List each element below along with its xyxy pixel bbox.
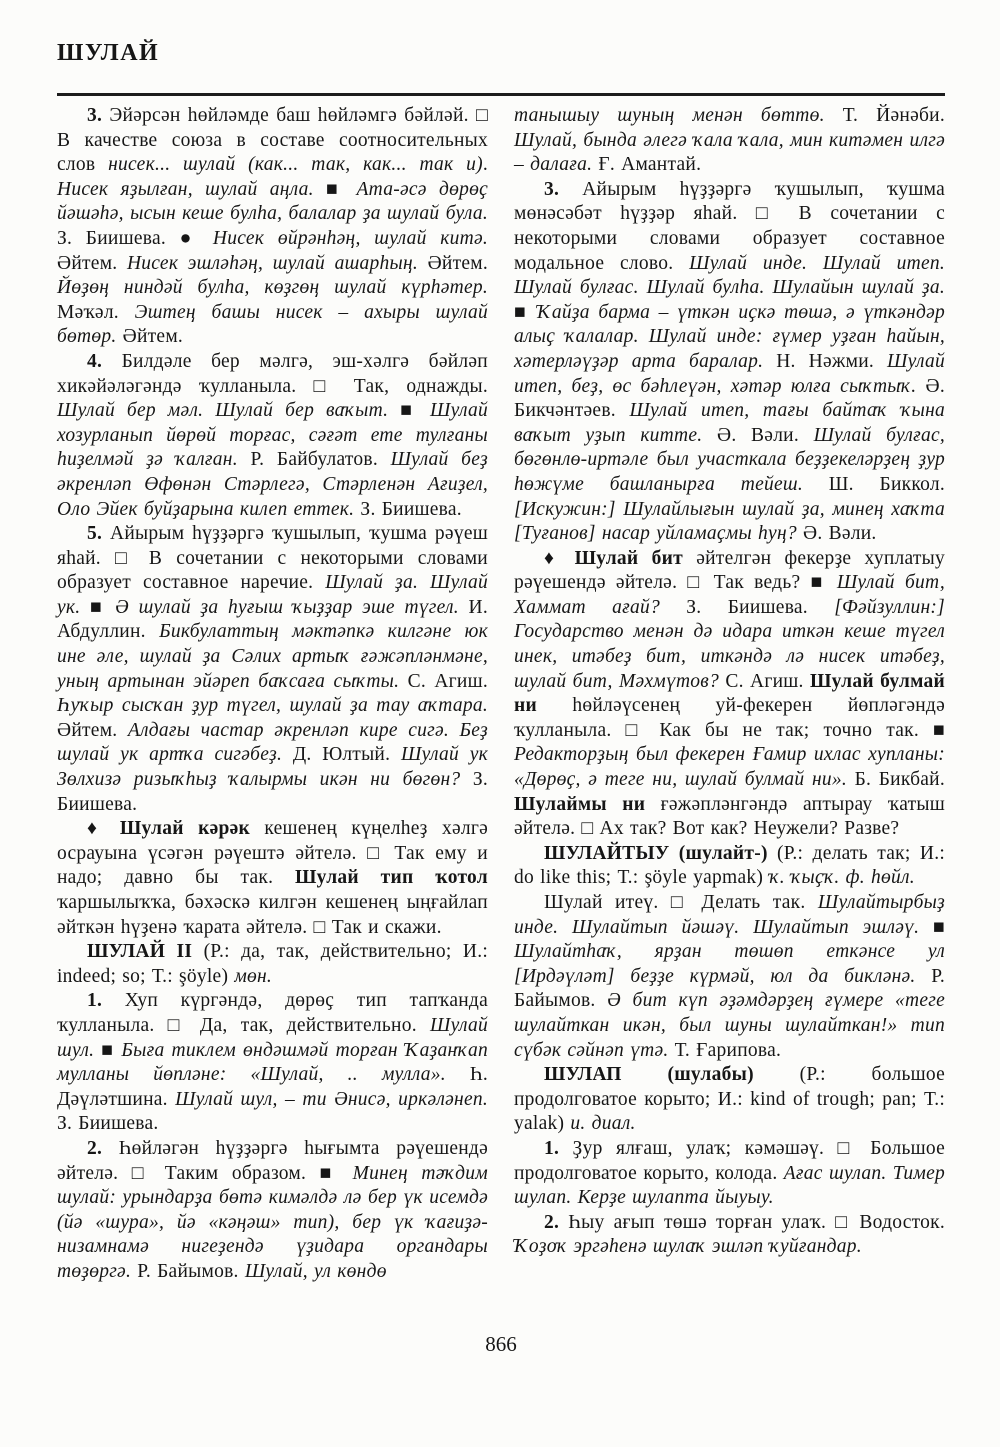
dictionary-paragraph: танышыу шуның менән бөттө. Т. Йәнәби. Шулай, бында әлегә ҡала ҡала, мин китәмен илгә – далаға. Ғ. Амантай.: [514, 105, 945, 176]
dictionary-paragraph: 3. Эйәрсән һөйләмде баш һөйләмгә бәйләй. □ В качестве союза в составе соотносительных слов нисек... шулай (как... так, как... так и). Нисек яҙылған, шулай аңла. ■ Ата-әсә дөрөҫ йәшәһә, ысын кеше булһа, балалар ҙа шулай була. З. Биишева. ● Нисек өйрәнһәң, шулай китә. Әйтем. Нисек эшләһәң, шулай ашарһың. Әйтем. Йөҙөң ниндәй булһа, көҙгөң шулай күрһәтер. Мәҡәл. Эштең башы нисек – ахыры шулай бөтөр. Әйтем.: [57, 105, 489, 348]
dictionary-paragraph: 2. Һөйләгән һүҙҙәргә һығымта рәүешендә әйтелә. □ Таким образом. ■ Минең тәҡдим шулай: урындарҙа бөтә кимәлдә лә бер үк исемдә (йә «шура», йә «кәңәш» тип), бер үк ҡағиҙә-низамнамә нигеҙендә үҙидара органдары төҙөргә. Р. Байымов. Шулай, ул көндө: [57, 1137, 488, 1282]
dictionary-paragraph: 2. Һыу ағып төшә торған улаҡ. □ Водосток. Ҡоҙоҡ эргәһенә шулаҡ эшләп ҡуйғандар.: [514, 1211, 945, 1258]
text-columns: [57, 104, 945, 1285]
right-column: [514, 104, 945, 1260]
dictionary-paragraph: Шулай итеү. □ Делать так. Шулайтырбыҙ инде. Шулайтып йәшәү. Шулайтып эшләү. ■ Шулайтһаҡ, ярҙан төшөп еткәнсе ул [Ирдәүләт] беҙҙе күрмәй, юл да бикләнә. Р. Байымов. Ә бит күп әҙәмдәрҙең ғүмере «теге шулайткан икән, был шуны шулайткан!» тип сүбәк сәйнәп үтә. Т. Ғарипова.: [514, 892, 945, 1061]
dictionary-paragraph: 5. Айырым һүҙҙәргә ҡушылып, ҡушма рәүеш яһай. □ В сочетании с некоторыми словами образует составное наречие. Шулай ҙа. Шулай ук. ■ Ә шулай ҙа һуғыш ҡыҙҙар эше түгел. И. Абдуллин. Бикбулаттың мәктәпкә килгәне юк ине әле, шулай ҙа Сәлих артыҡ ғәжәпләнмәне, уның артынан эйәреп баҡсаға сыҡты. С. Агиш. Һуҡыр сысҡан ҙур түгел, шулай ҙа тау аҡтара. Әйтем. Алдағы частар әкренләп кире сигә. Беҙ шулай ук артҡа сигәбеҙ. Д. Юлтый. Шулай ук Зөлхизә ризыҡһыҙ ҡалырмы икән ни бөгөн? З. Биишева.: [57, 523, 489, 815]
header-rule: [57, 93, 945, 96]
dictionary-paragraph: 4. Билдәле бер мәлгә, эш-хәлгә бәйләп хикәйәләгәндә ҡулланыла. □ Так, однажды. Шулай бер мәл. Шулай бер ваҡыт. ■ Шулай хозурланып йөрөй торғас, сәғәт ете тулғаны һиҙелмәй ҙә ҡалған. Р. Байбулатов. Шулай беҙ әкренләп Өфөнән Стәрлегә, Стәрленән Ағиҙел, Оло Эйек буйҙарына килеп еттек. З. Биишева.: [57, 350, 488, 520]
left-column: [57, 104, 488, 1285]
dictionary-paragraph: ♦ Шулай бит әйтелгән фекерҙе хуплатыу рәүешендә әйтелә. □ Так ведь? ■ Шулай бит, Хаммат ағай? З. Биишева. [Фәйзуллин:] Государство менән дә идара иткән кеше түгел инек, итәбеҙ бит, иткәндә лә нисек итәбеҙ, шулай бит, Мәхмүтов? С. Агиш. Шулай булмай ни һөйләүсенең уй-фекерен йөпләгәндә ҡулланыла. □ Как бы не так; точно так. ■ Редакторҙың был фекерен Ғамир ихлас хупланы: «Дөрөҫ, ә теге ни, шулай булмай ни». Б. Бикбай. Шулаймы ни ғәжәпләнгәндә аптырау ҡатыш әйтелә. □ Ах так? Вот как? Неужели? Разве?: [514, 547, 946, 840]
dictionary-paragraph: ШУЛАЙ II (Р.: да, так, действительно; И.: indeed; so; Т.: şöyle) мөн.: [57, 941, 488, 987]
dictionary-paragraph: 1. Хуп күргәндә, дөрөҫ тип тапҡанда ҡулланыла. □ Да, так, действительно. Шулай шул. ■ Быға тиклем өндәшмәй торған Ҡаҙанҡап мулланы йөпләне: «Шулай, .. мулла». Һ. Дәүләтшина. Шулай шул, – ти Әнисә, иркәләнеп. З. Биишева.: [57, 990, 488, 1135]
page-number: 866: [485, 1332, 517, 1356]
dictionary-paragraph: ШУЛАЙТЫУ (шулайт-) (Р.: делать так; И.: do like this; Т.: şöyle yapmak) ҡ. ҡыҫҡ. ф. һөйл.: [514, 842, 945, 889]
running-head: ШУЛАЙ: [57, 40, 160, 66]
dictionary-paragraph: ШУЛАП (шулабы) (Р.: большое продолговатое корыто; И.: kind of trough; pan; Т.: yalak) и. диал.: [514, 1064, 946, 1135]
dictionary-paragraph: ♦ Шулай кәрәк кешенең күңелһеҙ хәлгә осрауына үсәгән рәүештә әйтелә. □ Так ему и надо; давно бы так. Шулай тип ҡотол ҡаршылыҡҡа, бәхәскә килгән кешенең ыңғайлап әйткән һүҙенә ҡарата әйтелә. □ Так и скажи.: [57, 818, 488, 938]
dictionary-paragraph: 1. Ҙур ялғаш, улаҡ; кәмәшәү. □ Большое продолговатое корыто, колода. Ағас шулап. Тимер шулап. Керҙе шулапта йыуыу.: [514, 1137, 945, 1209]
dictionary-paragraph: 3. Айырым һүҙҙәргә ҡушылып, ҡушма мөнәсәбәт һүҙҙәр яһай. □ В сочетании с некоторыми словами образует составное модальное слово. Шулай инде. Шулай итеп. Шулай булғас. Шулай булһа. Шулайын шулай ҙа. ■ Ҡайҙа барма – үткән иҫкә төшә, ә үткәндәр алыҫ ҡалалар. Шулай инде: ғүмер уҙған һайын, хәтерләүҙәр арта баралар. Н. Нәжми. Шулай итеп, беҙ, өс бәһлеүән, хәтәр юлға сыҡтыҡ. Ә. Бикчәнтәев. Шулай итеп, тағы байтаҡ ҡына ваҡыт уҙып китте. Ә. Вәли. Шулай булғас, бөгөнлө-иртәле был участкала беҙҙекеләрҙең ҙур һөжүме башланырға тейеш. Ш. Биккол. [Искужин:] Шулайлығын шулай ҙа, минең хаҡта [Туғанов] насар уйламаҫмы һуң? Ә. Вәли.: [514, 178, 946, 545]
